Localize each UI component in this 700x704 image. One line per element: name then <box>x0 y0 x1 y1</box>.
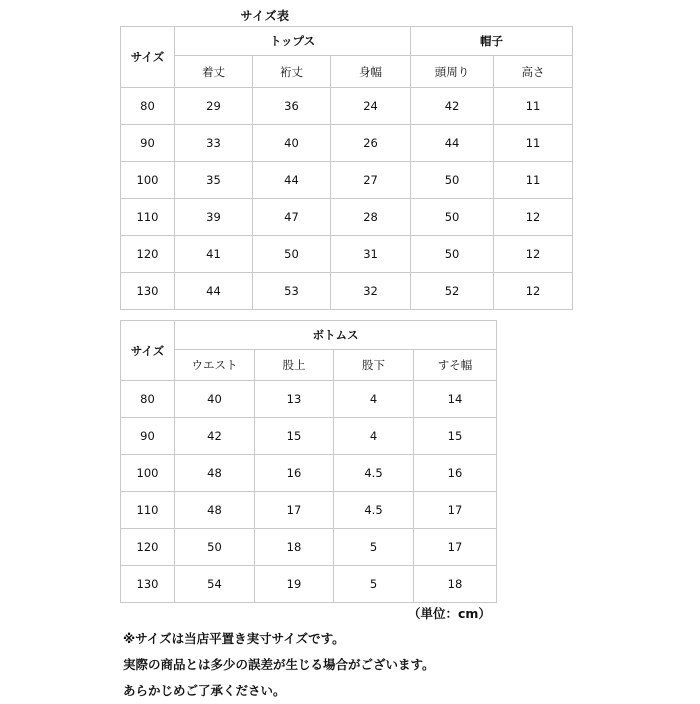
table-row <box>121 162 573 199</box>
size-cell: 80 <box>121 381 175 418</box>
size-cell: 110 <box>121 199 175 236</box>
value-cell: 50 <box>411 162 494 199</box>
size-cell: 130 <box>121 273 175 310</box>
value-cell: 48 <box>175 492 255 529</box>
value-cell: 19 <box>255 566 334 603</box>
note-line: 実際の商品とは多少の誤差が生じる場合がございます。 <box>123 657 435 672</box>
table-row <box>121 529 497 566</box>
value-cell: 50 <box>411 236 494 273</box>
table-row <box>121 273 573 310</box>
unit-label: （単位：cm） <box>408 606 491 621</box>
column-header: 股下 <box>334 350 414 381</box>
value-cell: 12 <box>494 199 573 236</box>
column-header: 身幅 <box>331 56 411 88</box>
value-cell: 4.5 <box>334 455 414 492</box>
value-cell: 53 <box>253 273 331 310</box>
value-cell: 33 <box>175 125 253 162</box>
value-cell: 44 <box>175 273 253 310</box>
tops-group-header: トップス <box>175 27 411 56</box>
bottoms-table-body <box>121 381 497 603</box>
column-header: すそ幅 <box>414 350 497 381</box>
value-cell: 27 <box>331 162 411 199</box>
value-cell: 4 <box>334 418 414 455</box>
column-header: 股上 <box>255 350 334 381</box>
value-cell: 52 <box>411 273 494 310</box>
value-cell: 35 <box>175 162 253 199</box>
value-cell: 44 <box>411 125 494 162</box>
value-cell: 4 <box>334 381 414 418</box>
value-cell: 17 <box>414 529 497 566</box>
value-cell: 11 <box>494 88 573 125</box>
value-cell: 15 <box>414 418 497 455</box>
value-cell: 50 <box>175 529 255 566</box>
size-cell: 100 <box>121 455 175 492</box>
table-row <box>121 418 497 455</box>
size-header: サイズ <box>121 27 175 88</box>
note-line: あらかじめご了承ください。 <box>123 683 286 698</box>
value-cell: 11 <box>494 125 573 162</box>
table-row <box>121 199 573 236</box>
value-cell: 54 <box>175 566 255 603</box>
value-cell: 17 <box>414 492 497 529</box>
tops-table-body <box>121 88 573 310</box>
table-row <box>121 88 573 125</box>
table-row <box>121 125 573 162</box>
table-row <box>121 566 497 603</box>
value-cell: 50 <box>411 199 494 236</box>
size-cell: 120 <box>121 236 175 273</box>
value-cell: 40 <box>175 381 255 418</box>
value-cell: 47 <box>253 199 331 236</box>
value-cell: 40 <box>253 125 331 162</box>
value-cell: 28 <box>331 199 411 236</box>
value-cell: 41 <box>175 236 253 273</box>
value-cell: 12 <box>494 236 573 273</box>
size-cell: 100 <box>121 162 175 199</box>
size-header: サイズ <box>121 321 175 381</box>
value-cell: 15 <box>255 418 334 455</box>
column-header: 頭周り <box>411 56 494 88</box>
size-cell: 130 <box>121 566 175 603</box>
column-header: 裄丈 <box>253 56 331 88</box>
value-cell: 42 <box>175 418 255 455</box>
value-cell: 50 <box>253 236 331 273</box>
column-header: ウエスト <box>175 350 255 381</box>
value-cell: 24 <box>331 88 411 125</box>
value-cell: 26 <box>331 125 411 162</box>
size-cell: 120 <box>121 529 175 566</box>
value-cell: 29 <box>175 88 253 125</box>
value-cell: 14 <box>414 381 497 418</box>
page-title: サイズ表 <box>240 9 290 23</box>
bottoms-size-table <box>120 320 497 603</box>
column-header: 高さ <box>494 56 573 88</box>
value-cell: 39 <box>175 199 253 236</box>
value-cell: 16 <box>255 455 334 492</box>
tops-size-table <box>120 26 573 310</box>
bottoms-group-header: ボトムス <box>175 321 497 350</box>
note-line: ※サイズは当店平置き実寸サイズです。 <box>123 631 345 646</box>
notes <box>123 626 435 704</box>
value-cell: 11 <box>494 162 573 199</box>
value-cell: 32 <box>331 273 411 310</box>
table-row <box>121 236 573 273</box>
value-cell: 36 <box>253 88 331 125</box>
value-cell: 5 <box>334 566 414 603</box>
hat-group-header: 帽子 <box>411 27 573 56</box>
value-cell: 5 <box>334 529 414 566</box>
size-cell: 80 <box>121 88 175 125</box>
value-cell: 48 <box>175 455 255 492</box>
table-row <box>121 455 497 492</box>
value-cell: 17 <box>255 492 334 529</box>
value-cell: 18 <box>255 529 334 566</box>
value-cell: 18 <box>414 566 497 603</box>
value-cell: 4.5 <box>334 492 414 529</box>
value-cell: 13 <box>255 381 334 418</box>
value-cell: 16 <box>414 455 497 492</box>
size-cell: 110 <box>121 492 175 529</box>
value-cell: 44 <box>253 162 331 199</box>
size-cell: 90 <box>121 418 175 455</box>
value-cell: 42 <box>411 88 494 125</box>
column-header: 着丈 <box>175 56 253 88</box>
table-row <box>121 492 497 529</box>
table-row <box>121 381 497 418</box>
value-cell: 12 <box>494 273 573 310</box>
size-cell: 90 <box>121 125 175 162</box>
value-cell: 31 <box>331 236 411 273</box>
